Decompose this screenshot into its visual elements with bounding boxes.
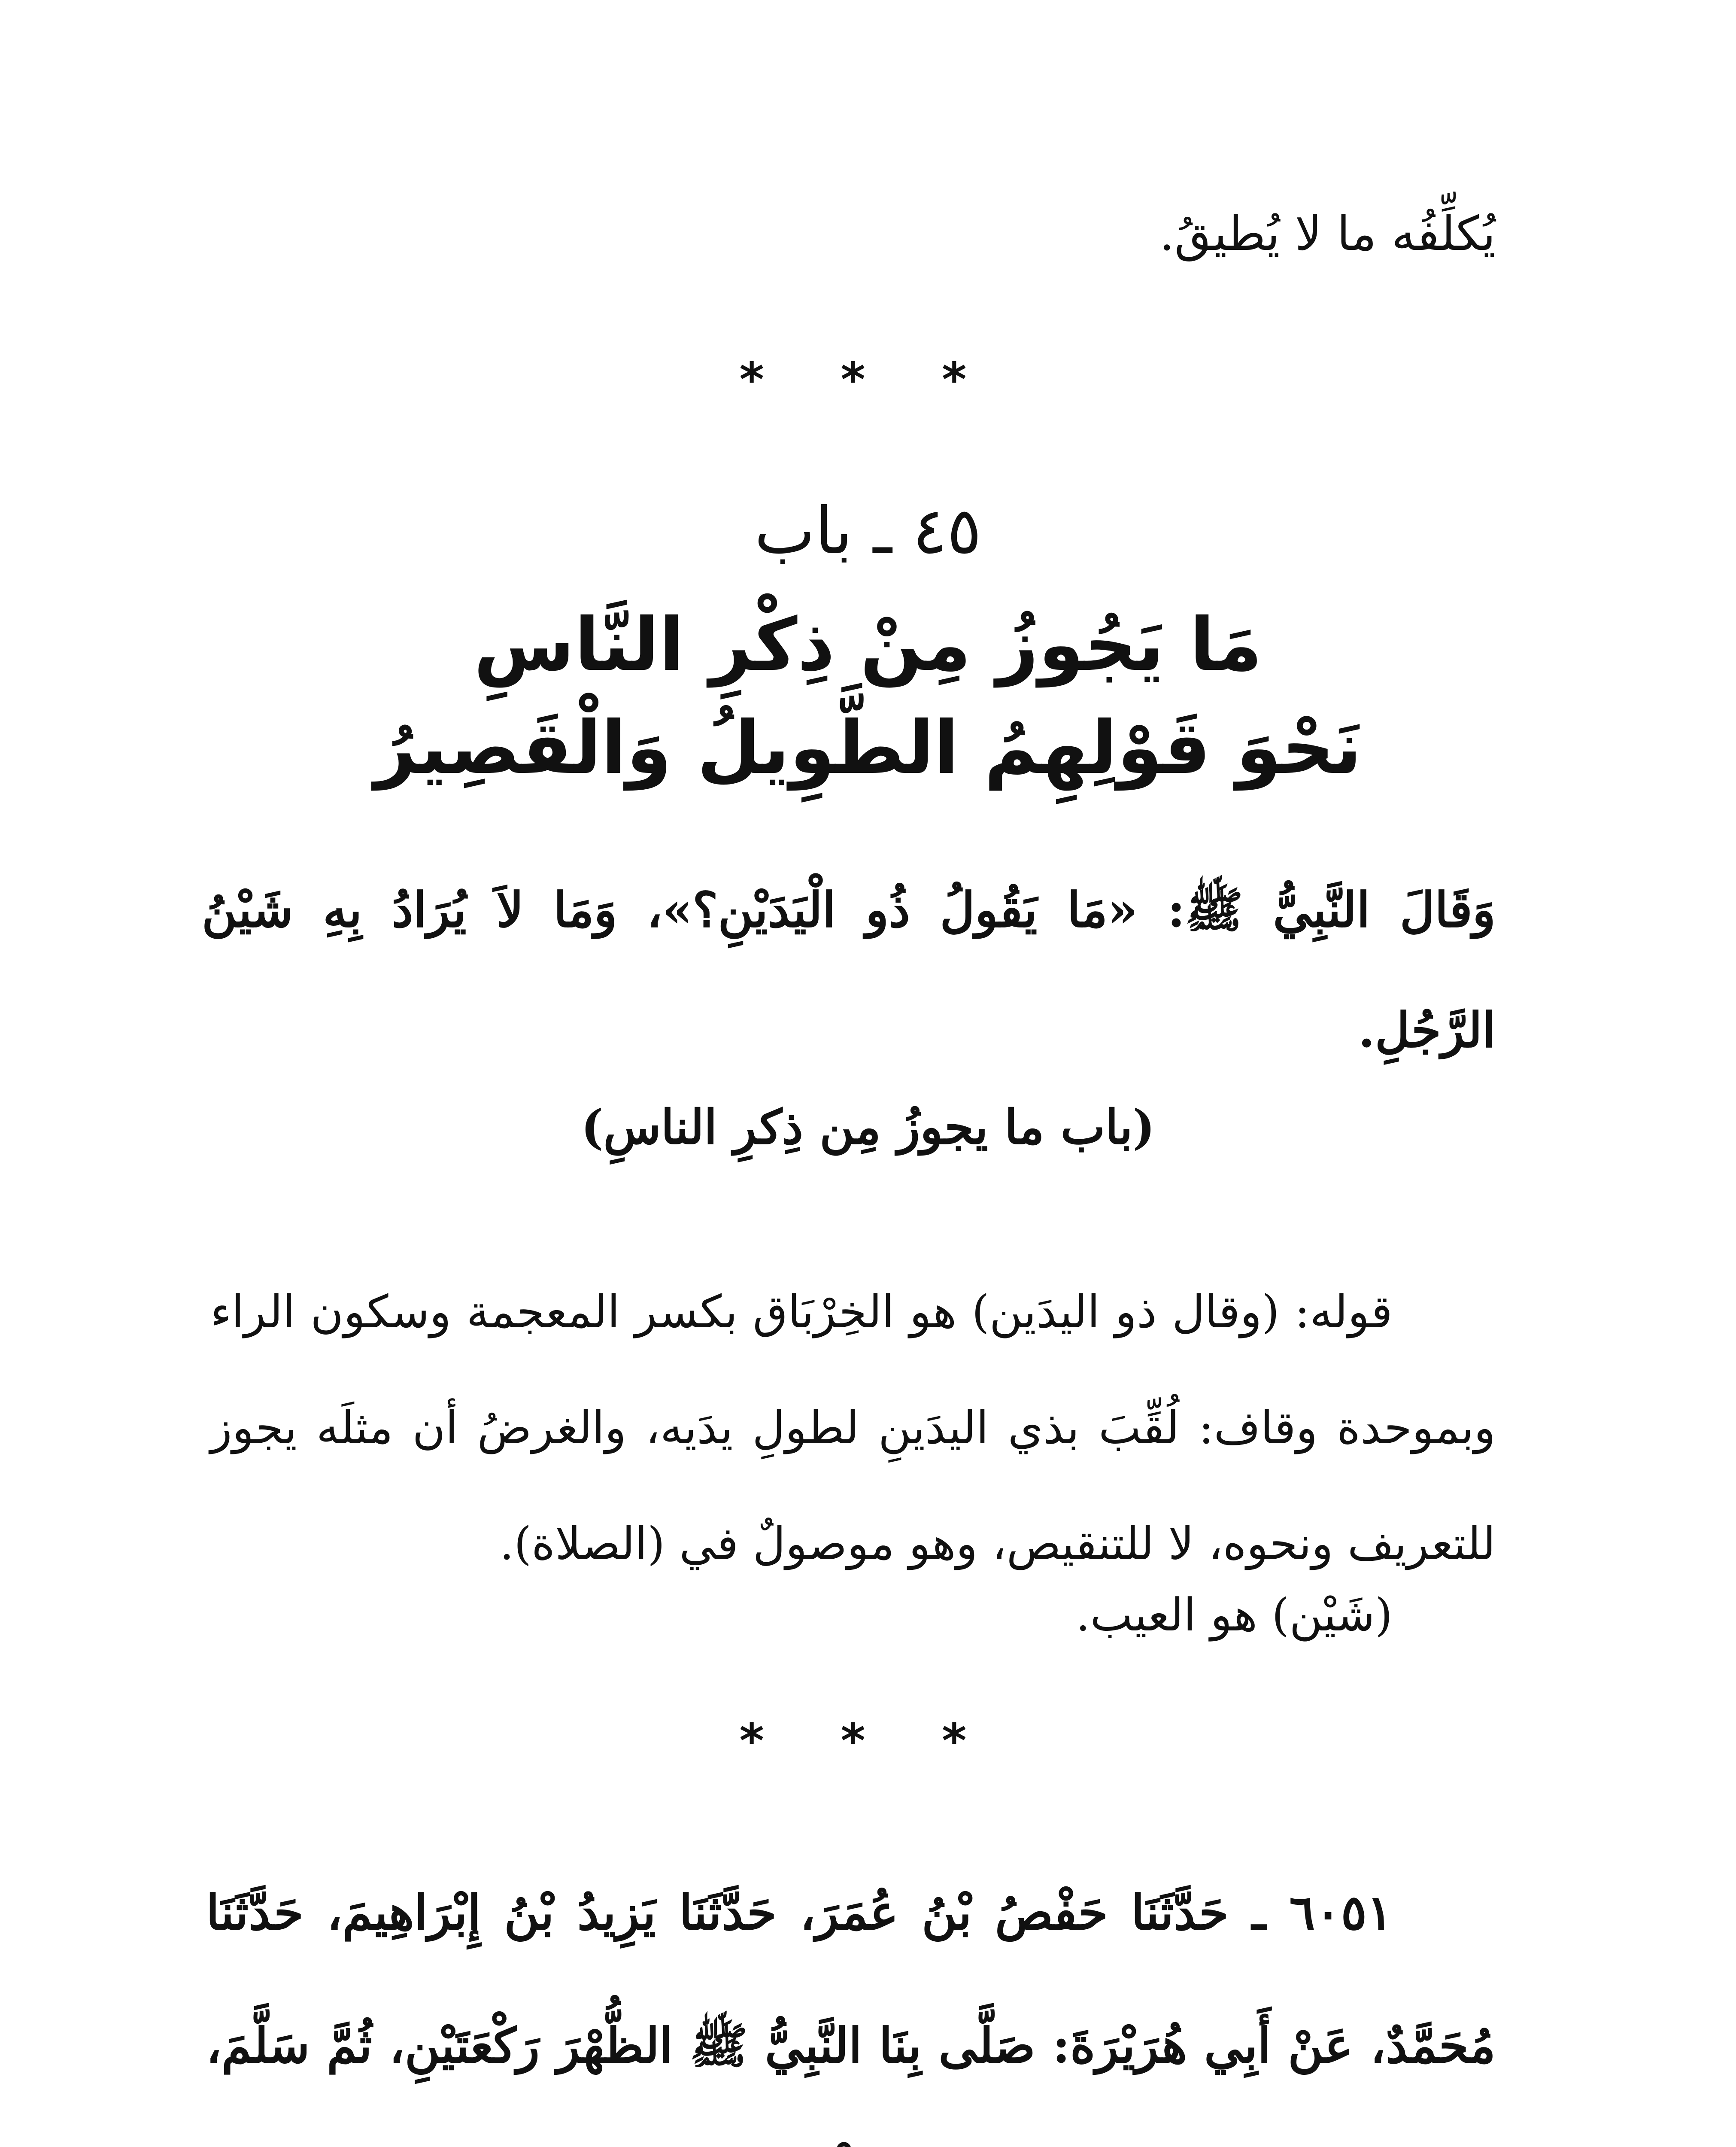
section-separator-top: * * * — [739, 352, 997, 407]
section-separator-bottom: * * * — [739, 1713, 997, 1768]
commentary-heading: (باب ما يجوزُ مِن ذِكرِ الناسِ) — [581, 1099, 1155, 1155]
commentary-note: (شَيْن) هو العيب. — [1076, 1589, 1393, 1641]
chapter-title-line-1: مَا يَجُوزُ مِنْ ذِكْرِ النَّاسِ — [473, 602, 1263, 687]
continuation-line: يُكلِّفُه ما لا يُطيقُ. — [1159, 206, 1496, 261]
hadith-text: ٦٠٥١ ـ حَدَّثَنَا حَفْصُ بْنُ عُمَرَ، حَدَّثَنَا يَزِيدُ بْنُ إِبْرَاهِيمَ، حَدَّثَنَا مُحَمَّدٌ، عَنْ أَبِي هُرَيْرَةَ: صَلَّى بِنَا النَّبِيُّ ﷺ الظُّهْرَ رَكْعَتَيْنِ، ثُمَّ سَلَّمَ، — [206, 1885, 1496, 2074]
commentary-paragraph: قوله: (وقال ذو اليدَين) هو الخِرْبَاق بكسر المعجمة وسكون الراء وبموحدة وقاف: لُقِّبَ بذي اليدَينِ لطولِ يدَيه، والغرضُ أن مثلَه يجوز للتعريف ونحوه، لا للتنقيص، وهو موصولٌ في (الصلاة). — [210, 1286, 1496, 1570]
chapter-number: ٤٥ ـ باب — [754, 494, 982, 569]
chapter-title-line-2: نَحْوَ قَوْلِهِمُ الطَّوِيلُ وَالْقَصِيرُ — [374, 706, 1362, 791]
chapter-text: وَقَالَ النَّبِيُّ ﷺ: «مَا يَقُولُ ذُو الْيَدَيْنِ؟»، وَمَا لاَ يُرَادُ بِهِ شَيْنُ الرَّجُلِ. — [202, 882, 1496, 1058]
